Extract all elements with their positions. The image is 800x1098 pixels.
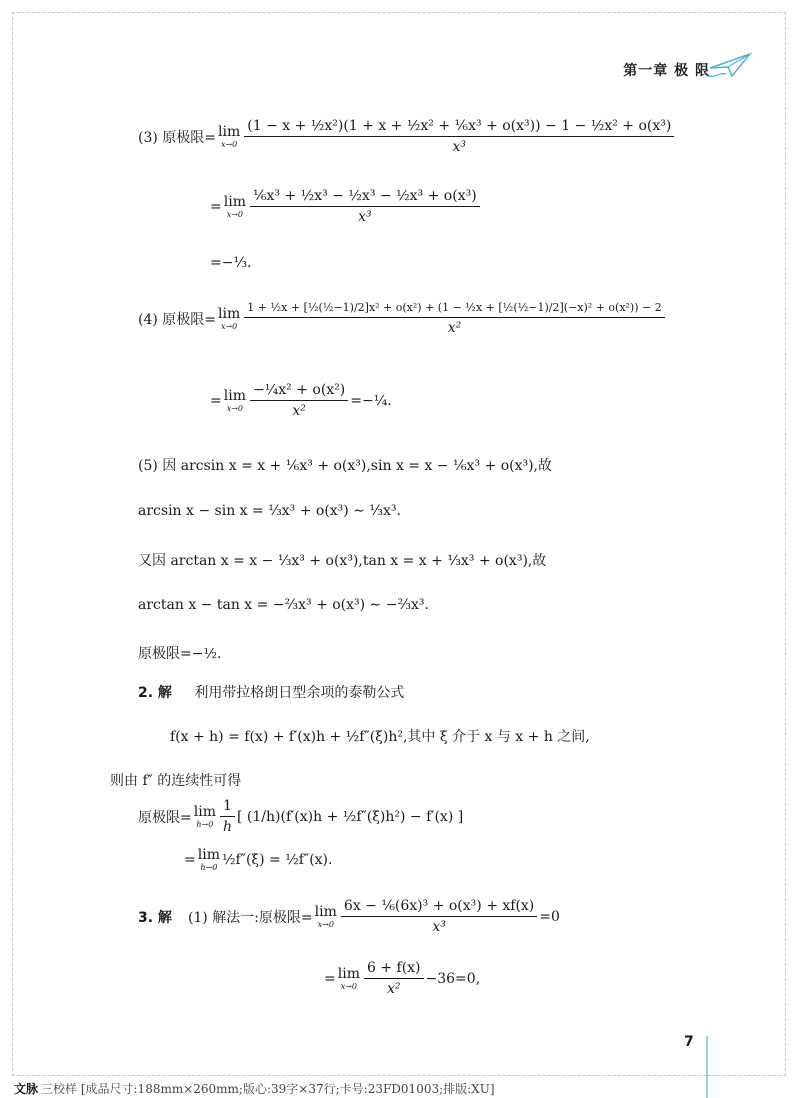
- section3-line1: [138, 898, 560, 935]
- fraction: [250, 188, 480, 225]
- numerator: ⅙x³ + ½x³ − ½x³ − ½x³ + o(x³): [252, 188, 477, 204]
- chapter-header: 第一章 极 限: [623, 63, 710, 79]
- limit-operator: lim h→0: [197, 847, 220, 872]
- limit-operator: lim x→0: [314, 903, 337, 929]
- section3-result2: −36=0,: [425, 970, 481, 987]
- numerator: 1 + ½x + [½(½−1)/2]x² + o(x²) + (1 − ½x + [½(½−1)/2](−x)² + o(x²)) − 2: [247, 301, 662, 314]
- part4-line1: [138, 302, 667, 336]
- part5-line3: 又因 arctan x = x − ⅓x³ + o(x³),tan x = x + ⅓x³ + o(x³),故: [138, 553, 547, 569]
- fraction: [341, 898, 537, 935]
- fraction: [364, 960, 424, 997]
- limit-operator: lim x→0: [218, 305, 241, 331]
- numerator: (1 − x + ½x²)(1 + x + ½x² + ⅙x³ + o(x³)) − 1 − ½x² + o(x³): [247, 118, 672, 134]
- part5-line4: arctan x − tan x = −⅔x³ + o(x³) ∼ −⅔x³.: [138, 597, 429, 613]
- section3-label: 3. 解: [138, 909, 172, 926]
- part3-result: =−⅓.: [210, 255, 252, 271]
- numerator: −¼x² + o(x²): [252, 382, 346, 398]
- footer-info: 三校样 [成品尺寸:188mm×260mm;版心:39字×37行;卡号:23FD01003;排版:XU]: [41, 1082, 495, 1096]
- footer-brand: 文脉: [14, 1082, 39, 1096]
- limit-operator: lim x→0: [223, 193, 246, 219]
- part5-line2: arcsin x − sin x = ⅓x³ + o(x³) ∼ ⅓x³.: [138, 503, 401, 519]
- denominator: x²: [244, 317, 664, 336]
- fraction: $\frac{1}{h}$: [220, 798, 235, 835]
- section2-lim-label: 原极限=: [138, 809, 192, 826]
- page-number: 7: [684, 1034, 694, 1050]
- section2-line1: [138, 798, 463, 835]
- section2-label: 2. 解: [138, 685, 172, 701]
- taylor-formula: f(x + h) = f(x) + f′(x)h + ½f″(ξ)h²,其中 ξ 介于 x 与 x + h 之间,: [170, 729, 590, 745]
- denominator: x²: [250, 400, 348, 419]
- limit-operator: lim x→0: [337, 965, 360, 991]
- part3-label: (3) 原极限=: [138, 129, 217, 146]
- page-side-rule: [706, 1036, 708, 1098]
- section3-line2: = lim x→0 $\frac{6 + f(x)}{\text{x²}}$ −36=0,: [324, 960, 481, 998]
- part5-line5: 原极限=−½.: [138, 646, 222, 662]
- fraction: [244, 302, 664, 336]
- part4-line2: = lim x→0 $\frac{\text{−¼x² + o(x²)}}{\text{x²}}$ =−¼.: [210, 382, 392, 420]
- numerator: 6 + f(x): [366, 960, 421, 976]
- section2-line2: = lim h→0 ½f″(ξ) = ½f″(x).: [184, 847, 333, 872]
- section2-intro: 利用带拉格朗日型余项的泰勒公式: [194, 685, 405, 701]
- part4-result: =−¼.: [350, 392, 392, 409]
- denominator: x²: [364, 978, 424, 997]
- fraction: [244, 118, 674, 155]
- proof-footer: [14, 1080, 495, 1097]
- part3-line1: [138, 118, 676, 155]
- bracket-expression: [ (1/h)(f′(x)h + ½f″(ξ)h²) − f′(x) ]: [237, 808, 464, 825]
- limit-operator: lim x→0: [223, 387, 246, 413]
- paper-plane-icon: [706, 50, 754, 80]
- denominator: x³: [341, 916, 537, 935]
- limit-operator: lim x→0: [218, 123, 241, 149]
- fraction: [250, 382, 348, 419]
- denominator: x³: [250, 206, 480, 225]
- section2-continuity: 则由 f″ 的连续性可得: [110, 773, 242, 789]
- part3-line2: = lim x→0 $\frac{\text{⅙x³ + ½x³ − ½x³ − ½x³ + o(x³)}}{\text{x³}}$: [210, 188, 482, 225]
- limit-operator: lim h→0: [193, 803, 216, 829]
- numerator: 6x − ⅙(6x)³ + o(x³) + xf(x): [343, 898, 535, 914]
- section2-result: ½f″(ξ) = ½f″(x).: [221, 852, 333, 868]
- section3-intro: (1) 解法一:原极限=: [187, 909, 313, 926]
- part4-label: (4) 原极限=: [138, 311, 217, 328]
- section2-heading: [138, 682, 404, 702]
- part5-line1: (5) 因 arcsin x = x + ⅙x³ + o(x³),sin x = x − ⅙x³ + o(x³),故: [138, 458, 553, 474]
- denominator: x³: [244, 136, 674, 155]
- section3-result1: =0: [539, 908, 560, 925]
